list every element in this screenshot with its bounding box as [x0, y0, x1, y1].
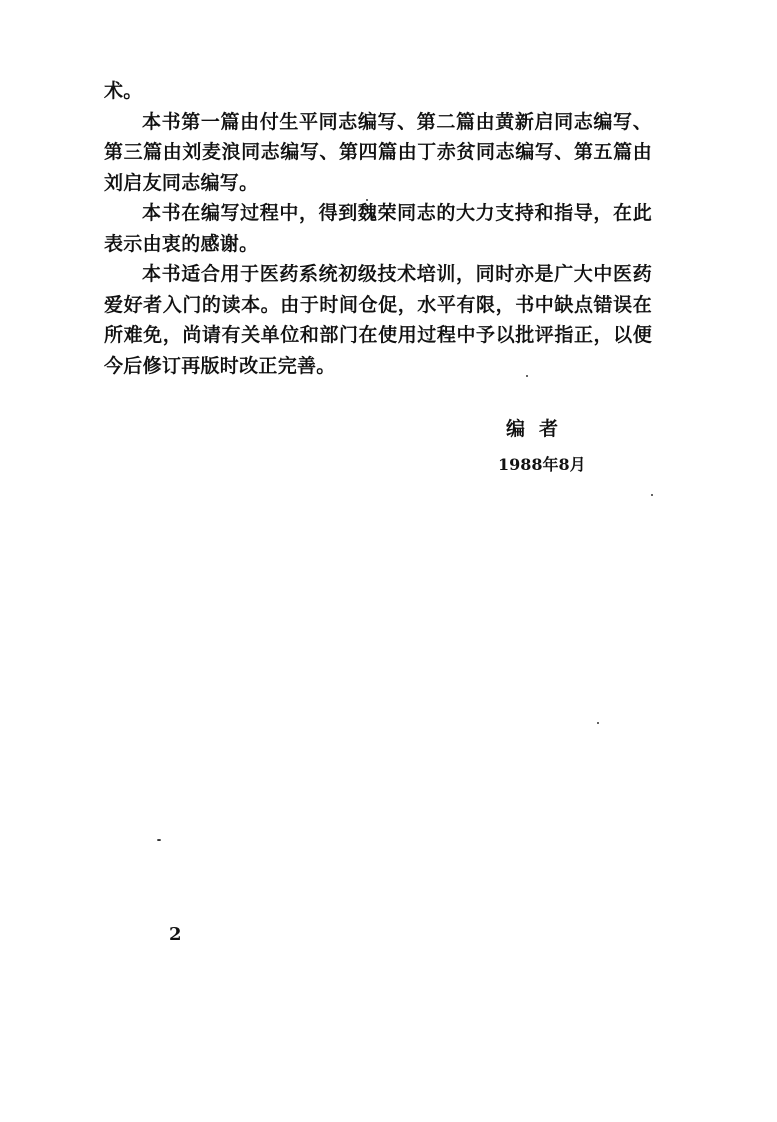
signature-date: 1988年8月 — [498, 455, 586, 474]
signature-author: 编者 — [506, 418, 573, 440]
page-number: 2 — [169, 924, 182, 945]
scan-speck — [651, 494, 653, 496]
paragraph-audience: 本书适合用于医药系统初级技术培训，同时亦是广大中医药爱好者入门的读本。由于时间仓促，水平有限，书中缺点错误在所难免，尚请有关单位和部门在使用过程中予以批评指正，以便今后修订再版时改正完善。 — [104, 263, 652, 377]
scan-speck — [526, 375, 528, 377]
scan-speck — [366, 199, 368, 201]
scan-speck — [157, 839, 161, 841]
scan-speck — [597, 722, 599, 724]
paragraph-acknowledgement: 本书在编写过程中，得到魏荣同志的大力支持和指导，在此表示由衷的感谢。 — [104, 202, 652, 255]
paragraph-authors: 本书第一篇由付生平同志编写、第二篇由黄新启同志编写、第三篇由刘麦浪同志编写、第四篇由丁赤贫同志编写、第五篇由刘启友同志编写。 — [104, 110, 652, 194]
preface-body — [104, 76, 652, 381]
paragraph-continuation: 术。 — [104, 80, 143, 102]
